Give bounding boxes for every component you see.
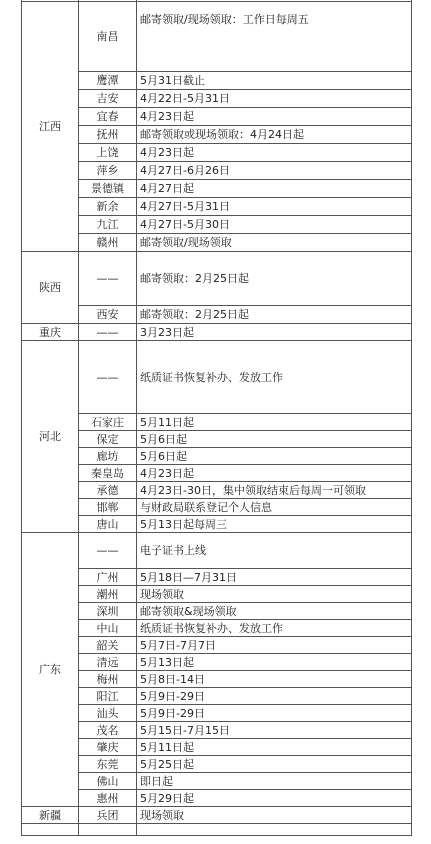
city-cell: 廊坊 xyxy=(79,448,137,465)
note-cell: 4月23日起 xyxy=(137,465,412,482)
table-row xyxy=(22,448,412,465)
table-row xyxy=(22,72,412,90)
table-row xyxy=(22,306,412,324)
city-cell: 萍乡 xyxy=(79,162,137,180)
city-cell: —— xyxy=(79,324,137,341)
city-cell: 鹰潭 xyxy=(79,72,137,90)
table-row xyxy=(22,126,412,144)
province-cell: 陕西 xyxy=(22,252,79,324)
table-row xyxy=(22,431,412,448)
city-cell: 九江 xyxy=(79,216,137,234)
province-cell: 河北 xyxy=(22,341,79,533)
city-cell: 韶关 xyxy=(79,637,137,654)
table-row xyxy=(22,465,412,482)
note-cell: 3月23日起 xyxy=(137,324,412,341)
table-row xyxy=(22,2,412,72)
city-cell: 抚州 xyxy=(79,126,137,144)
note-cell: 4月27日起 xyxy=(137,180,412,198)
table-row xyxy=(22,108,412,126)
province-cell: 重庆 xyxy=(22,324,79,341)
note-cell: 5月9日-29日 xyxy=(137,705,412,722)
city-cell: 广州 xyxy=(79,569,137,586)
city-cell: 秦皇岛 xyxy=(79,465,137,482)
note-cell: 5月18日—7月31日 xyxy=(137,569,412,586)
table-row xyxy=(22,198,412,216)
note-cell: 邮寄领取/现场领取：工作日每周五 xyxy=(137,2,412,72)
note-cell: 邮寄领取：2月25日起 xyxy=(137,306,412,324)
province-cell: 广东 xyxy=(22,533,79,807)
table-row xyxy=(22,482,412,499)
table-row xyxy=(22,773,412,790)
note-cell: 邮寄领取或现场领取：4月24日起 xyxy=(137,126,412,144)
city-cell: 汕头 xyxy=(79,705,137,722)
table-row xyxy=(22,180,412,198)
table-row xyxy=(22,341,412,414)
note-cell: 电子证书上线 xyxy=(137,533,412,569)
note-cell: 5月9日-29日 xyxy=(137,688,412,705)
table-row xyxy=(22,824,412,836)
table-row xyxy=(22,739,412,756)
city-cell: 深圳 xyxy=(79,603,137,620)
city-cell: 佛山 xyxy=(79,773,137,790)
city-cell: 阳江 xyxy=(79,688,137,705)
note-cell: 5月25日起 xyxy=(137,756,412,773)
note-cell: 与财政局联系登记个人信息 xyxy=(137,499,412,516)
table-row xyxy=(22,516,412,533)
note-cell: 5月11日起 xyxy=(137,414,412,431)
table-row xyxy=(22,756,412,773)
note-cell: 4月23日起 xyxy=(137,108,412,126)
city-cell: 唐山 xyxy=(79,516,137,533)
city-cell: 肇庆 xyxy=(79,739,137,756)
note-cell: 邮寄领取/现场领取 xyxy=(137,234,412,252)
note-cell: 5月7日-7月7日 xyxy=(137,637,412,654)
note-cell: 纸质证书恢复补办、发放工作 xyxy=(137,620,412,637)
city-cell: 宜春 xyxy=(79,108,137,126)
table-row xyxy=(22,705,412,722)
table-row xyxy=(22,533,412,569)
table-row xyxy=(22,671,412,688)
city-cell: 兵团 xyxy=(79,807,137,824)
city-cell: 保定 xyxy=(79,431,137,448)
table-row xyxy=(22,654,412,671)
note-cell: 邮寄领取：2月25日起 xyxy=(137,252,412,306)
note-cell: 现场领取 xyxy=(137,586,412,603)
city-cell: 惠州 xyxy=(79,790,137,807)
note-cell: 5月8日-14日 xyxy=(137,671,412,688)
province-cell xyxy=(22,824,79,836)
city-cell xyxy=(79,824,137,836)
city-cell: 邯郸 xyxy=(79,499,137,516)
province-cell: 江西 xyxy=(22,2,79,252)
city-cell: 茂名 xyxy=(79,722,137,739)
certificate-schedule-table xyxy=(21,0,412,836)
table-row xyxy=(22,252,412,306)
table-row xyxy=(22,499,412,516)
note-cell: 5月6日起 xyxy=(137,431,412,448)
table-row xyxy=(22,722,412,739)
city-cell: 新余 xyxy=(79,198,137,216)
table-row xyxy=(22,144,412,162)
city-cell: 吉安 xyxy=(79,90,137,108)
table-row xyxy=(22,90,412,108)
note-cell: 即日起 xyxy=(137,773,412,790)
table-row xyxy=(22,234,412,252)
city-cell: 石家庄 xyxy=(79,414,137,431)
note-cell: 邮寄领取&现场领取 xyxy=(137,603,412,620)
province-cell: 新疆 xyxy=(22,807,79,824)
city-cell: 东莞 xyxy=(79,756,137,773)
note-cell: 5月13日起每周三 xyxy=(137,516,412,533)
table-row xyxy=(22,586,412,603)
city-cell: 上饶 xyxy=(79,144,137,162)
city-cell: —— xyxy=(79,341,137,414)
city-cell: —— xyxy=(79,252,137,306)
city-cell: 南昌 xyxy=(79,2,137,72)
city-cell: 中山 xyxy=(79,620,137,637)
table-row xyxy=(22,324,412,341)
table-row xyxy=(22,807,412,824)
note-cell: 5月11日起 xyxy=(137,739,412,756)
city-cell: 西安 xyxy=(79,306,137,324)
table-row xyxy=(22,414,412,431)
city-cell: 潮州 xyxy=(79,586,137,603)
note-cell: 5月13日起 xyxy=(137,654,412,671)
table-row xyxy=(22,569,412,586)
note-cell: 5月29日起 xyxy=(137,790,412,807)
table-row xyxy=(22,637,412,654)
table-row xyxy=(22,620,412,637)
city-cell: 承德 xyxy=(79,482,137,499)
note-cell: 5月15日-7月15日 xyxy=(137,722,412,739)
note-cell: 4月27日-5月31日 xyxy=(137,198,412,216)
note-cell: 纸质证书恢复补办、发放工作 xyxy=(137,341,412,414)
table-row xyxy=(22,216,412,234)
table-row xyxy=(22,603,412,620)
note-cell: 现场领取 xyxy=(137,807,412,824)
city-cell: 梅州 xyxy=(79,671,137,688)
city-cell: 赣州 xyxy=(79,234,137,252)
note-cell: 4月27日-5月30日 xyxy=(137,216,412,234)
note-cell: 4月23日起 xyxy=(137,144,412,162)
note-cell: 5月31日截止 xyxy=(137,72,412,90)
note-cell: 4月23日-30日，集中领取结束后每周一可领取 xyxy=(137,482,412,499)
table-row xyxy=(22,790,412,807)
note-cell xyxy=(137,824,412,836)
table-row xyxy=(22,688,412,705)
table-row xyxy=(22,162,412,180)
note-cell: 4月22日-5月31日 xyxy=(137,90,412,108)
city-cell: —— xyxy=(79,533,137,569)
city-cell: 清远 xyxy=(79,654,137,671)
city-cell: 景德镇 xyxy=(79,180,137,198)
note-cell: 4月27日-6月26日 xyxy=(137,162,412,180)
note-cell: 5月6日起 xyxy=(137,448,412,465)
